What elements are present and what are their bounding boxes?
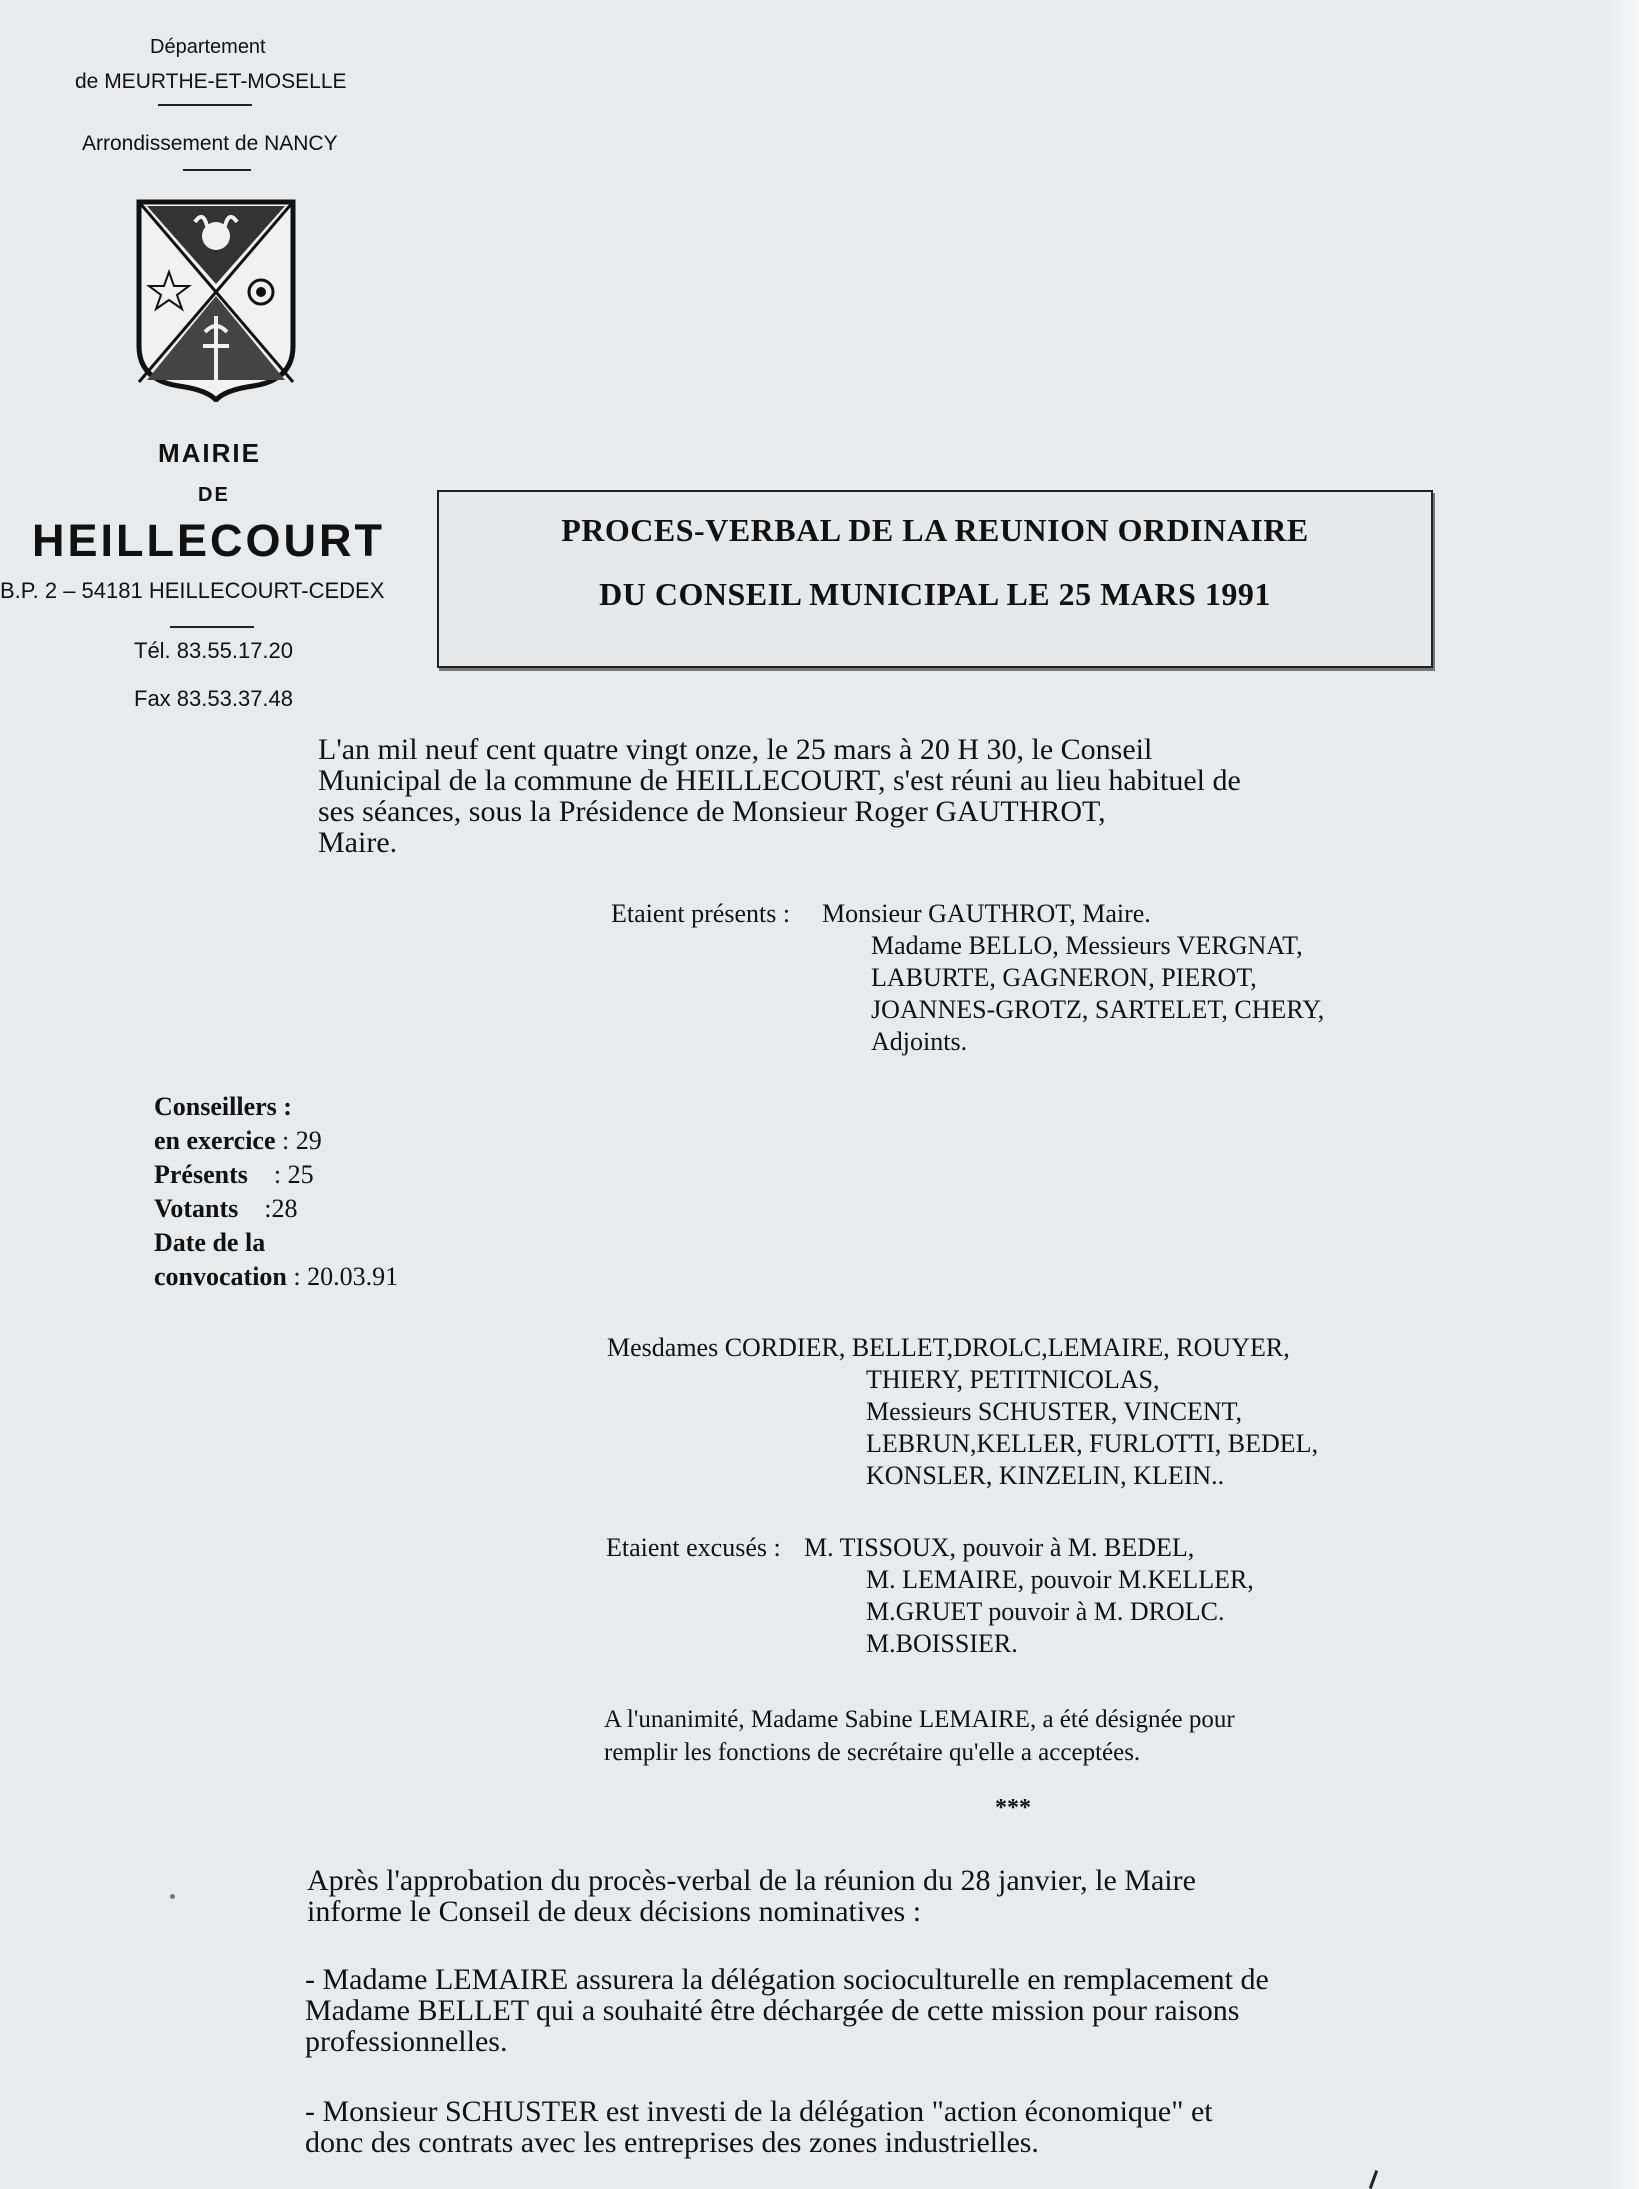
text-line: - Madame LEMAIRE assurera la délégation socioculturelle en remplacement de xyxy=(305,1963,1269,1996)
mesdames-list xyxy=(866,1364,1318,1492)
coat-of-arms-icon xyxy=(133,196,299,402)
text-line: ses séances, sous la Présidence de Monsieur Roger GAUTHROT, xyxy=(318,795,1106,828)
commune-name: HEILLECOURT xyxy=(32,515,385,566)
text-line: remplir les fonctions de secrétaire qu'elle a acceptées. xyxy=(604,1739,1141,1766)
scan-speck xyxy=(170,1894,175,1899)
secretaire-paragraph xyxy=(604,1703,1235,1769)
title-line-2: DU CONSEIL MUNICIPAL LE 25 MARS 1991 xyxy=(599,576,1271,612)
text-line: Adjoints. xyxy=(871,1027,968,1056)
postal-address: B.P. 2 – 54181 HEILLECOURT-CEDEX xyxy=(0,578,385,603)
text-line: Municipal de la commune de HEILLECOURT, s'est réuni au lieu habituel de xyxy=(318,764,1241,797)
excuses-label: Etaient excusés : xyxy=(606,1533,781,1562)
presents-first: Monsieur GAUTHROT, Maire. xyxy=(822,899,1151,928)
presents-list xyxy=(871,930,1324,1058)
stats-date-label: Date de la xyxy=(154,1228,266,1257)
delegation-2-paragraph xyxy=(305,2096,1213,2158)
section-separator: *** xyxy=(995,1795,1031,1821)
stats-presents-value: : 25 xyxy=(273,1160,314,1189)
text-line: donc des contrats avec les entreprises des zones industrielles. xyxy=(305,2126,1039,2159)
stats-exercice-value: : 29 xyxy=(282,1126,322,1155)
text-line: informe le Conseil de deux décisions nominatives : xyxy=(307,1895,922,1928)
intro-paragraph xyxy=(318,734,1241,858)
arrondissement: Arrondissement de NANCY xyxy=(82,132,338,155)
council-stats xyxy=(154,1090,398,1294)
departement-line1: Département xyxy=(150,36,266,58)
text-line: M.GRUET pouvoir à M. DROLC. xyxy=(866,1597,1225,1626)
text-line: Maire. xyxy=(318,826,398,859)
text-line: Madame BELLET qui a souhaité être déchargée de cette mission pour raisons xyxy=(305,1994,1240,2027)
stats-exercice-label: en exercice xyxy=(154,1126,276,1155)
text-line: LABURTE, GAGNERON, PIEROT, xyxy=(871,963,1257,992)
presents-label: Etaient présents : xyxy=(611,899,791,928)
stats-votants-value: :28 xyxy=(264,1194,298,1223)
excuses-list xyxy=(866,1564,1254,1660)
text-line: JOANNES-GROTZ, SARTELET, CHERY, xyxy=(871,995,1325,1024)
text-line: A l'unanimité, Madame Sabine LEMAIRE, a été désignée pour xyxy=(604,1706,1235,1733)
excuses-first: M. TISSOUX, pouvoir à M. BEDEL, xyxy=(804,1533,1195,1562)
mairie-label: MAIRIE xyxy=(158,438,261,468)
text-line: Messieurs SCHUSTER, VINCENT, xyxy=(866,1397,1243,1426)
mesdames-first: Mesdames CORDIER, BELLET,DROLC,LEMAIRE, ROUYER, xyxy=(607,1333,1290,1362)
text-line: professionnelles. xyxy=(305,2025,508,2058)
divider xyxy=(170,626,254,628)
approbation-paragraph xyxy=(307,1865,1196,1927)
text-line: Après l'approbation du procès-verbal de la réunion du 28 janvier, le Maire xyxy=(307,1864,1196,1897)
stats-convocation-label: convocation xyxy=(154,1262,287,1291)
text-line: L'an mil neuf cent quatre vingt onze, le 25 mars à 20 H 30, le Conseil xyxy=(318,733,1153,766)
text-line: M.BOISSIER. xyxy=(866,1629,1018,1658)
title-line-1: PROCES-VERBAL DE LA REUNION ORDINAIRE xyxy=(561,512,1309,548)
text-line: LEBRUN,KELLER, FURLOTTI, BEDEL, xyxy=(866,1429,1319,1458)
divider xyxy=(183,169,251,171)
text-line: M. LEMAIRE, pouvoir M.KELLER, xyxy=(866,1565,1254,1594)
divider xyxy=(158,104,252,106)
text-line: KONSLER, KINZELIN, KLEIN.. xyxy=(866,1461,1225,1490)
stats-votants-label: Votants xyxy=(154,1194,239,1223)
text-line: - Monsieur SCHUSTER est investi de la délégation "action économique" et xyxy=(305,2095,1213,2128)
stats-heading: Conseillers : xyxy=(154,1092,292,1121)
fax: Fax 83.53.37.48 xyxy=(134,686,294,711)
stats-presents-label: Présents xyxy=(154,1160,248,1189)
stats-date-value: : 20.03.91 xyxy=(293,1262,399,1291)
text-line: Madame BELLO, Messieurs VERGNAT, xyxy=(871,931,1303,960)
telephone: Tél. 83.55.17.20 xyxy=(134,638,294,663)
de-label: DE xyxy=(198,484,230,506)
text-line: THIERY, PETITNICOLAS, xyxy=(866,1365,1160,1394)
pen-mark xyxy=(1369,2170,1378,2189)
document-title-box xyxy=(437,490,1433,668)
page-edge-shade xyxy=(1599,0,1639,2189)
delegation-1-paragraph xyxy=(305,1964,1269,2057)
departement-line2: de MEURTHE-ET-MOSELLE xyxy=(75,70,347,93)
